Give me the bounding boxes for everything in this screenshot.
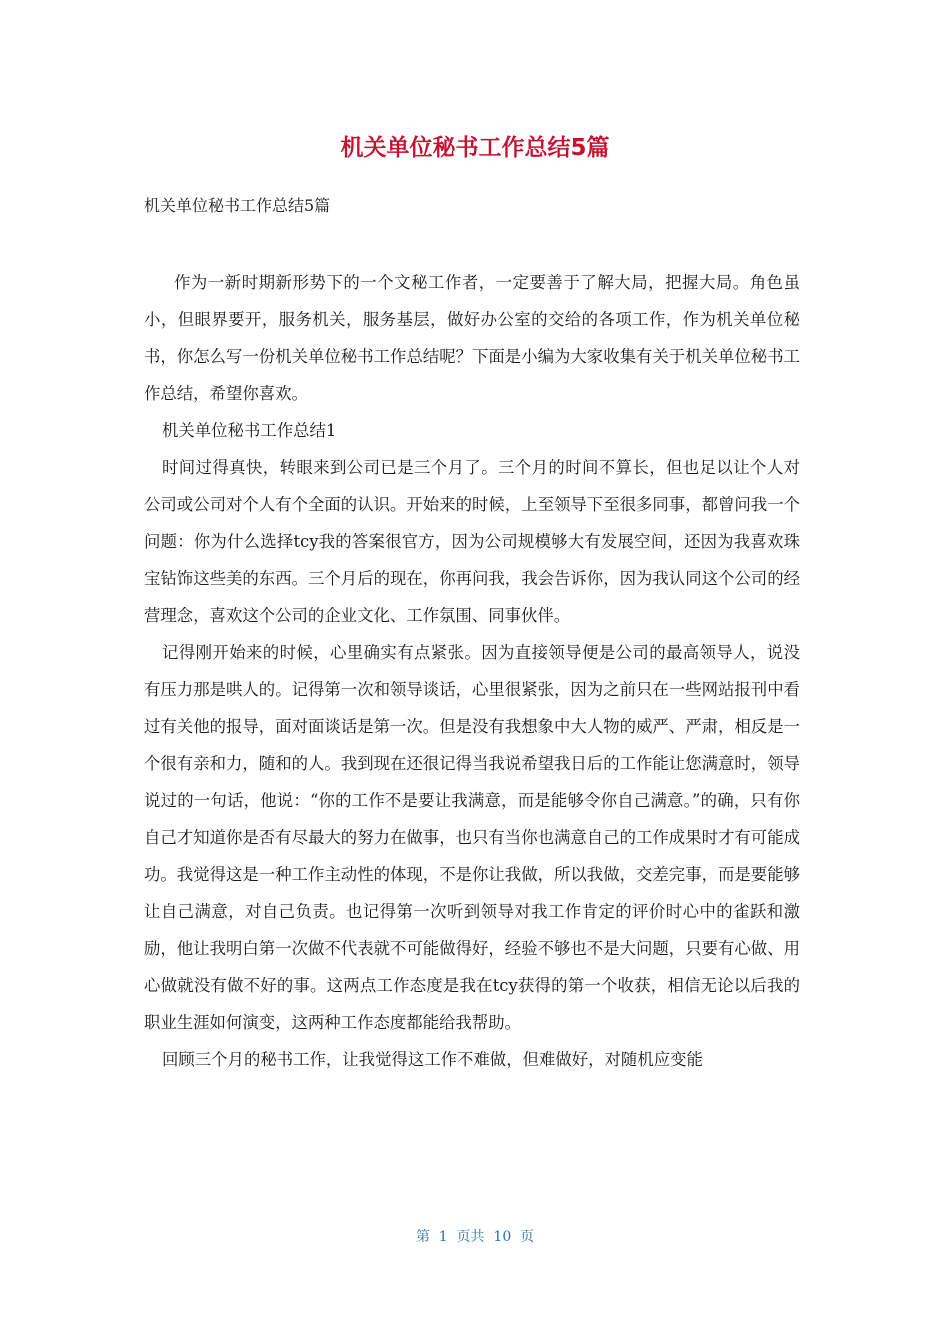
section-heading: 机关单位秘书工作总结1 [162, 421, 337, 440]
body-paragraph: 时间过得真快，转眼来到公司已是三个月了。三个月的时间不算长，但也足以让个人对公司或公司对个人有个全面的认识。开始来的时候，上至领导下至很多同事，都曾问我一个问题：你为什么选择tcy我的答案很官方，因为公司规模够大有发展空间，还因为我喜欢珠宝钻饰这些美的东西。三个月后的现在，你再问我，我会告诉你，因为我认同这个公司的经营理念，喜欢这个公司的企业文化、工作氛围、同事伙伴。 [144, 458, 800, 625]
document-subtitle: 机关单位秘书工作总结5篇 [144, 196, 331, 215]
document-title: 机关单位秘书工作总结5篇 [340, 135, 610, 161]
intro-paragraph: 作为一新时期新形势下的一个文秘工作者，一定要善于了解大局，把握大局。角色虽小，但眼界要开，服务机关，服务基层，做好办公室的交给的各项工作，作为机关单位秘书，你怎么写一份机关单位秘书工作总结呢？下面是小编为大家收集有关于机关单位秘书工作总结，希望你喜欢。 [144, 273, 800, 403]
page-number-footer: 第 1 页共 10 页 [415, 1229, 535, 1245]
document-body [144, 264, 800, 1078]
body-paragraph: 记得刚开始来的时候，心里确实有点紧张。因为直接领导便是公司的最高领导人，说没有压力那是哄人的。记得第一次和领导谈话，心里很紧张，因为之前只在一些网站报刊中看过有关他的报导，面对面谈话是第一次。但是没有我想象中大人物的威严、严肃，相反是一个很有亲和力，随和的人。我到现在还很记得当我说希望我日后的工作能让您满意时，领导说过的一句话，他说：“你的工作不是要让我满意，而是能够令你自己满意。”的确，只有你自己才知道你是否有尽最大的努力在做事，也只有当你也满意自己的工作成果时才有可能成功。我觉得这是一种工作主动性的体现，不是你让我做，所以我做，交差完事，而是要能够让自己满意，对自己负责。也记得第一次听到领导对我工作肯定的评价时心中的雀跃和激励，他让我明白第一次做不代表就不可能做得好，经验不够也不是大问题，只要有心做、用心做就没有做不好的事。这两点工作态度是我在tcy获得的第一个收获，相信无论以后我的职业生涯如何演变，这两种工作态度都能给我帮助。 [144, 643, 800, 1032]
body-paragraph: 回顾三个月的秘书工作，让我觉得这工作不难做，但难做好，对随机应变能 [162, 1050, 703, 1069]
